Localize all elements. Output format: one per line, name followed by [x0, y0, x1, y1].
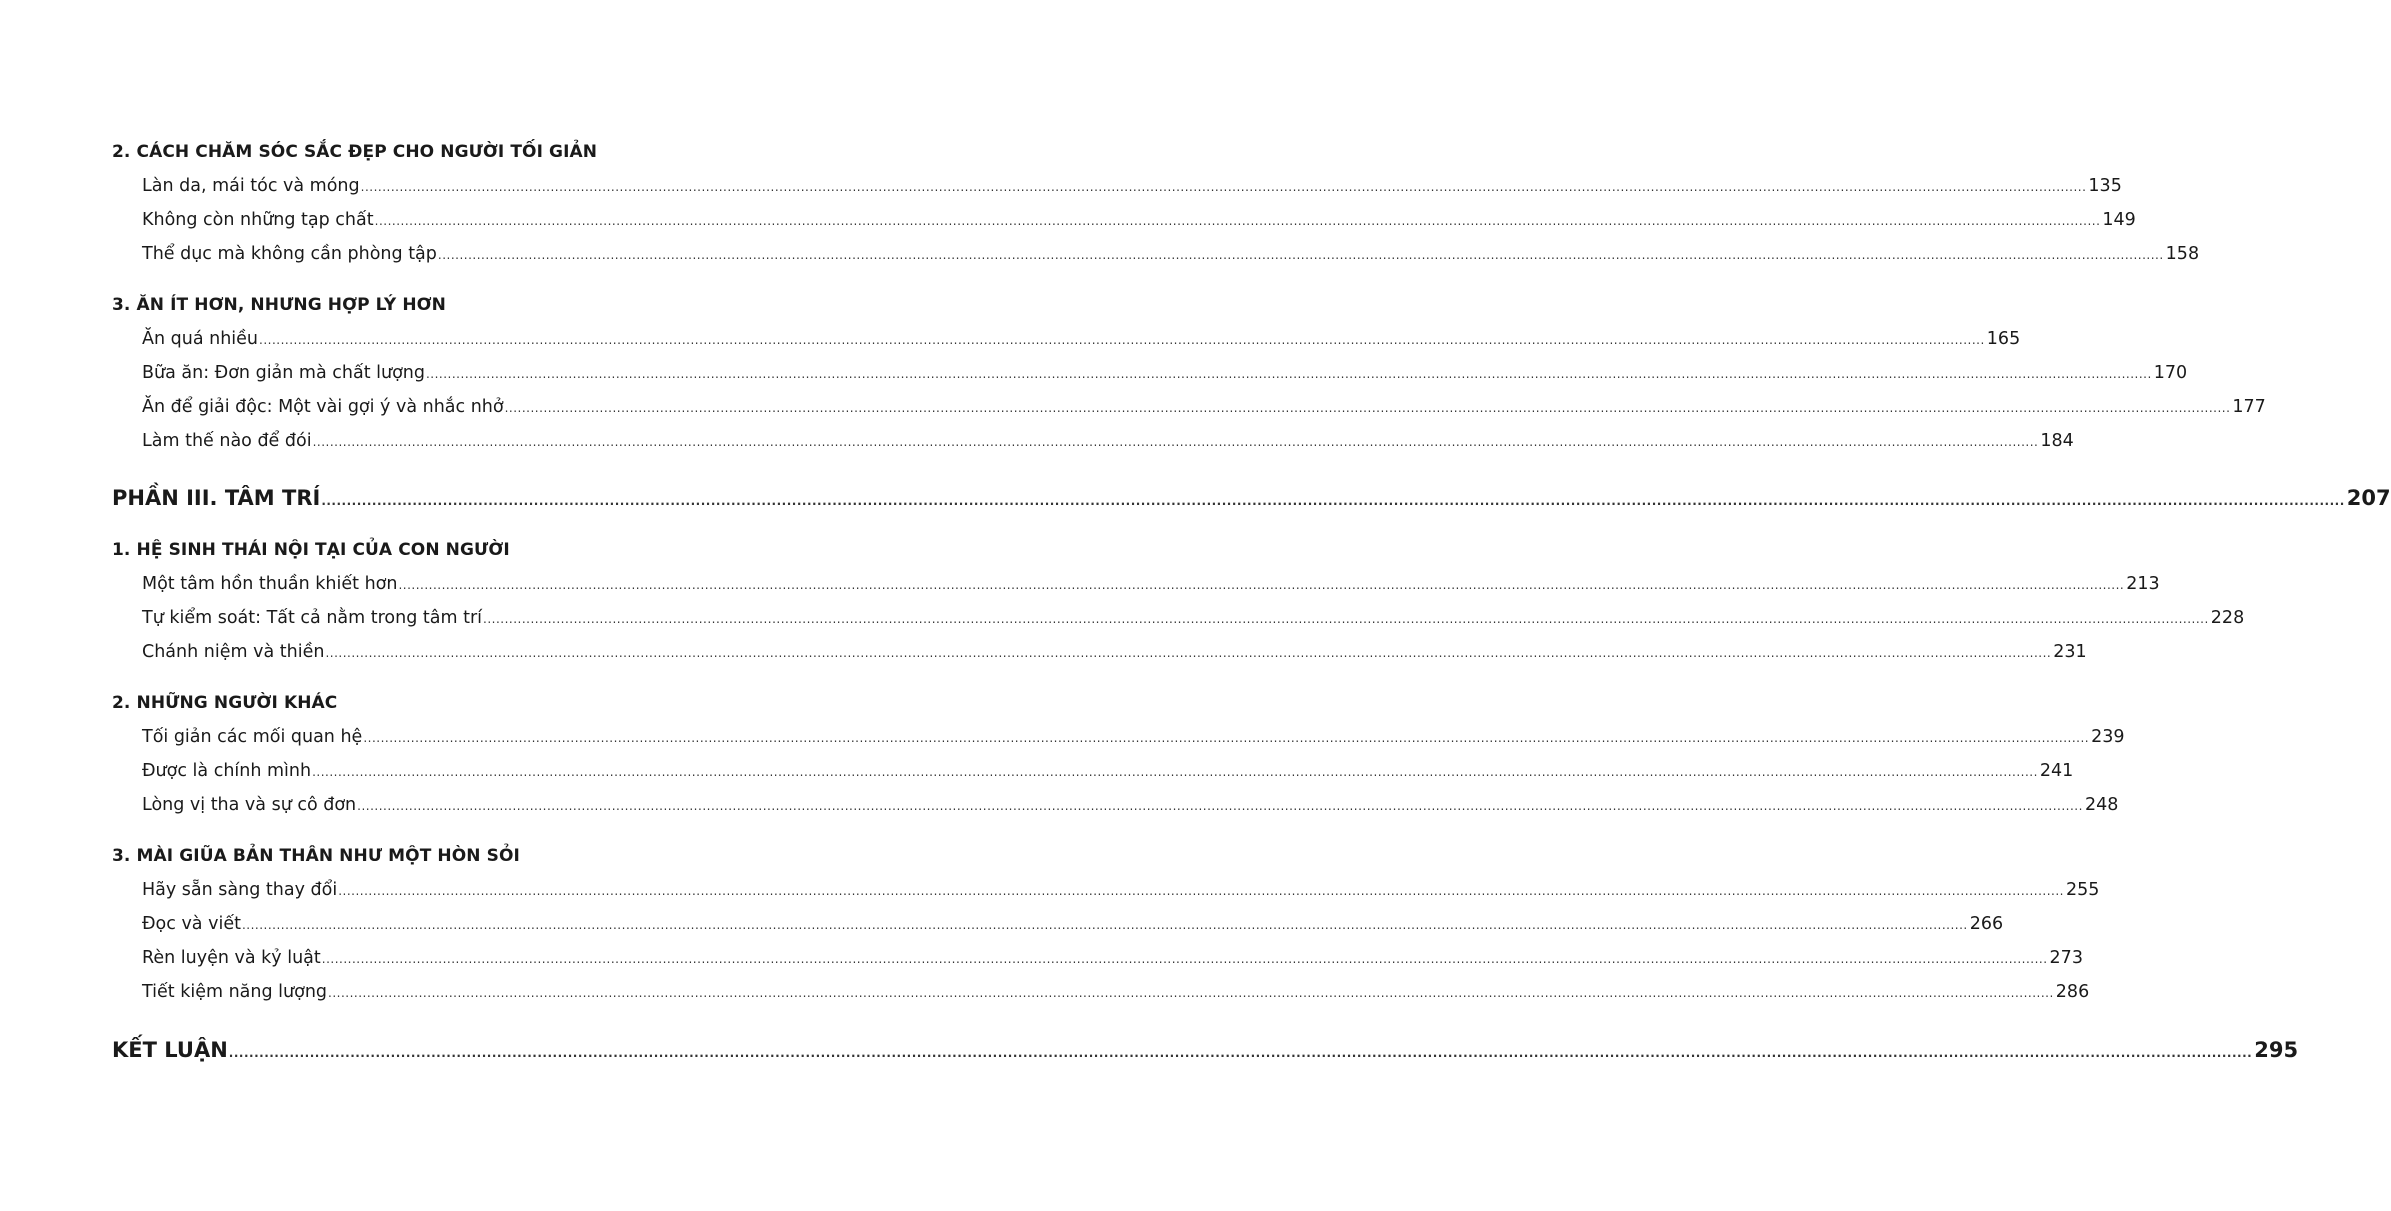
- dot-leader: ................................................................................................................................................................................................................................................................................................................................................................................................................: [312, 435, 2039, 449]
- toc-entry: [142, 176, 2122, 196]
- page-number: 273: [2049, 948, 2083, 968]
- dot-leader: ................................................................................................................................................................................................................................................................................................................................................................................................................: [374, 214, 2101, 228]
- page-number: 177: [2232, 397, 2266, 417]
- entry-title: Hãy sẵn sàng thay đổi: [142, 880, 338, 900]
- dot-leader: ................................................................................................................................................................................................................................................................................................................................................................................................................: [437, 248, 2164, 262]
- dot-leader: ................................................................................................................................................................................................................................................................................................................................................................................................................: [312, 765, 2038, 779]
- dot-leader: ................................................................................................................................................................................................................................................................................................................................................................................................................: [363, 731, 2090, 745]
- section-heading: [112, 846, 520, 866]
- page-number: 266: [1969, 914, 2004, 934]
- toc-entry: [142, 982, 2090, 1002]
- toc-entry: [142, 795, 2119, 815]
- page-number: 231: [2053, 642, 2087, 662]
- page-number: 149: [2102, 210, 2136, 230]
- entry-title: Tối giản các mối quan hệ: [142, 727, 363, 747]
- dot-leader: ................................................................................................................................................................................................................................................................................................................................................................................................................: [398, 578, 2125, 592]
- dot-leader: ................................................................................................................................................................................................................................................................................................................................................................................................................: [483, 612, 2209, 626]
- section-heading: [112, 540, 510, 560]
- toc-entry: [142, 363, 2188, 383]
- toc-entry: [142, 642, 2087, 662]
- dot-leader: ................................................................................................................................................................................................................................................................................................................................................................................................................: [241, 918, 1968, 932]
- page-number: 158: [2165, 244, 2200, 264]
- entry-title: KẾT LUẬN: [112, 1038, 228, 1062]
- dot-leader: ................................................................................................................................................................................................................................................................................................................................................................................................................: [357, 799, 2083, 813]
- page-number: 135: [2088, 176, 2122, 196]
- entry-title: Tự kiểm soát: Tất cả nằm trong tâm trí: [142, 608, 483, 628]
- toc-entry: [142, 431, 2074, 451]
- entry-title: Được là chính mình: [142, 761, 312, 781]
- toc-entry: [142, 210, 2136, 230]
- toc-entry: [142, 574, 2160, 594]
- section-heading: [112, 295, 446, 315]
- entry-title: PHẦN III. TÂM TRÍ: [112, 486, 321, 510]
- page-number: 228: [2210, 608, 2245, 628]
- page-number: 248: [2084, 795, 2119, 815]
- page-number: 286: [2055, 982, 2090, 1002]
- entry-title: Làn da, mái tóc và móng: [142, 176, 360, 196]
- page-number: 295: [2254, 1038, 2299, 1062]
- toc-entry: [142, 948, 2083, 968]
- dot-leader: ................................................................................................................................................................................................................................................................................................................................................................................................................: [338, 884, 2064, 898]
- entry-title: 1. HỆ SINH THÁI NỘI TẠI CỦA CON NGƯỜI: [112, 540, 510, 560]
- entry-title: Ăn quá nhiều: [142, 329, 259, 349]
- entry-title: Một tâm hồn thuần khiết hơn: [142, 574, 398, 594]
- toc-entry: [142, 914, 2004, 934]
- toc-entry: [142, 727, 2125, 747]
- entry-title: Ăn để giải độc: Một vài gợi ý và nhắc nhở: [142, 397, 504, 417]
- dot-leader: ................................................................................................................................................................................................................................................................................................................................................................................................................: [504, 401, 2231, 415]
- entry-title: Lòng vị tha và sự cô đơn: [142, 795, 357, 815]
- dot-leader: ................................................................................................................................................................................................................................................................................................................................................................................................................: [328, 986, 2054, 1000]
- toc-entry: [142, 329, 2021, 349]
- part-heading: [112, 486, 2391, 510]
- entry-title: 2. CÁCH CHĂM SÓC SẮC ĐẸP CHO NGƯỜI TỐI GIẢN: [112, 142, 598, 162]
- entry-title: 3. MÀI GIŨA BẢN THÂN NHƯ MỘT HÒN SỎI: [112, 846, 520, 866]
- page-number: 239: [2091, 727, 2125, 747]
- entry-title: Bữa ăn: Đơn giản mà chất lượng: [142, 363, 425, 383]
- page-number: 255: [2065, 880, 2100, 900]
- entry-title: 2. NHỮNG NGƯỜI KHÁC: [112, 693, 338, 713]
- toc-entry: [142, 761, 2074, 781]
- dot-leader: ................................................................................................................................................................................................................................................................................................................................................................................................................: [360, 180, 2087, 194]
- page-number: 213: [2126, 574, 2160, 594]
- entry-title: Rèn luyện và kỷ luật: [142, 948, 321, 968]
- toc-entry: [142, 244, 2200, 264]
- toc-entry: [142, 397, 2266, 417]
- section-heading: [112, 693, 337, 713]
- page-number: 207: [2346, 486, 2391, 510]
- page-number: 165: [1986, 329, 2021, 349]
- toc-entry: [142, 608, 2245, 628]
- entry-title: 3. ĂN ÍT HƠN, NHƯNG HỢP LÝ HƠN: [112, 295, 446, 315]
- page-number: 241: [2039, 761, 2074, 781]
- section-heading: [112, 142, 597, 162]
- entry-title: Thể dục mà không cần phòng tập: [142, 244, 437, 264]
- dot-leader: ................................................................................................................................................................................................................................................................................................................................................................................................................: [321, 952, 2048, 966]
- entry-title: Không còn những tạp chất: [142, 210, 374, 230]
- dot-leader: ................................................................................................................................................................................................................................................................................................................................................................................................................: [228, 1046, 2253, 1060]
- entry-title: Làm thế nào để đói: [142, 431, 312, 451]
- dot-leader: ................................................................................................................................................................................................................................................................................................................................................................................................................: [321, 494, 2345, 508]
- dot-leader: ................................................................................................................................................................................................................................................................................................................................................................................................................: [425, 367, 2152, 381]
- part-heading: [112, 1038, 2299, 1062]
- entry-title: Chánh niệm và thiền: [142, 642, 325, 662]
- dot-leader: ................................................................................................................................................................................................................................................................................................................................................................................................................: [259, 333, 1985, 347]
- entry-title: Tiết kiệm năng lượng: [142, 982, 328, 1002]
- dot-leader: ................................................................................................................................................................................................................................................................................................................................................................................................................: [325, 646, 2052, 660]
- toc-entry: [142, 880, 2100, 900]
- page-number: 184: [2040, 431, 2074, 451]
- page-number: 170: [2153, 363, 2188, 383]
- entry-title: Đọc và viết: [142, 914, 241, 934]
